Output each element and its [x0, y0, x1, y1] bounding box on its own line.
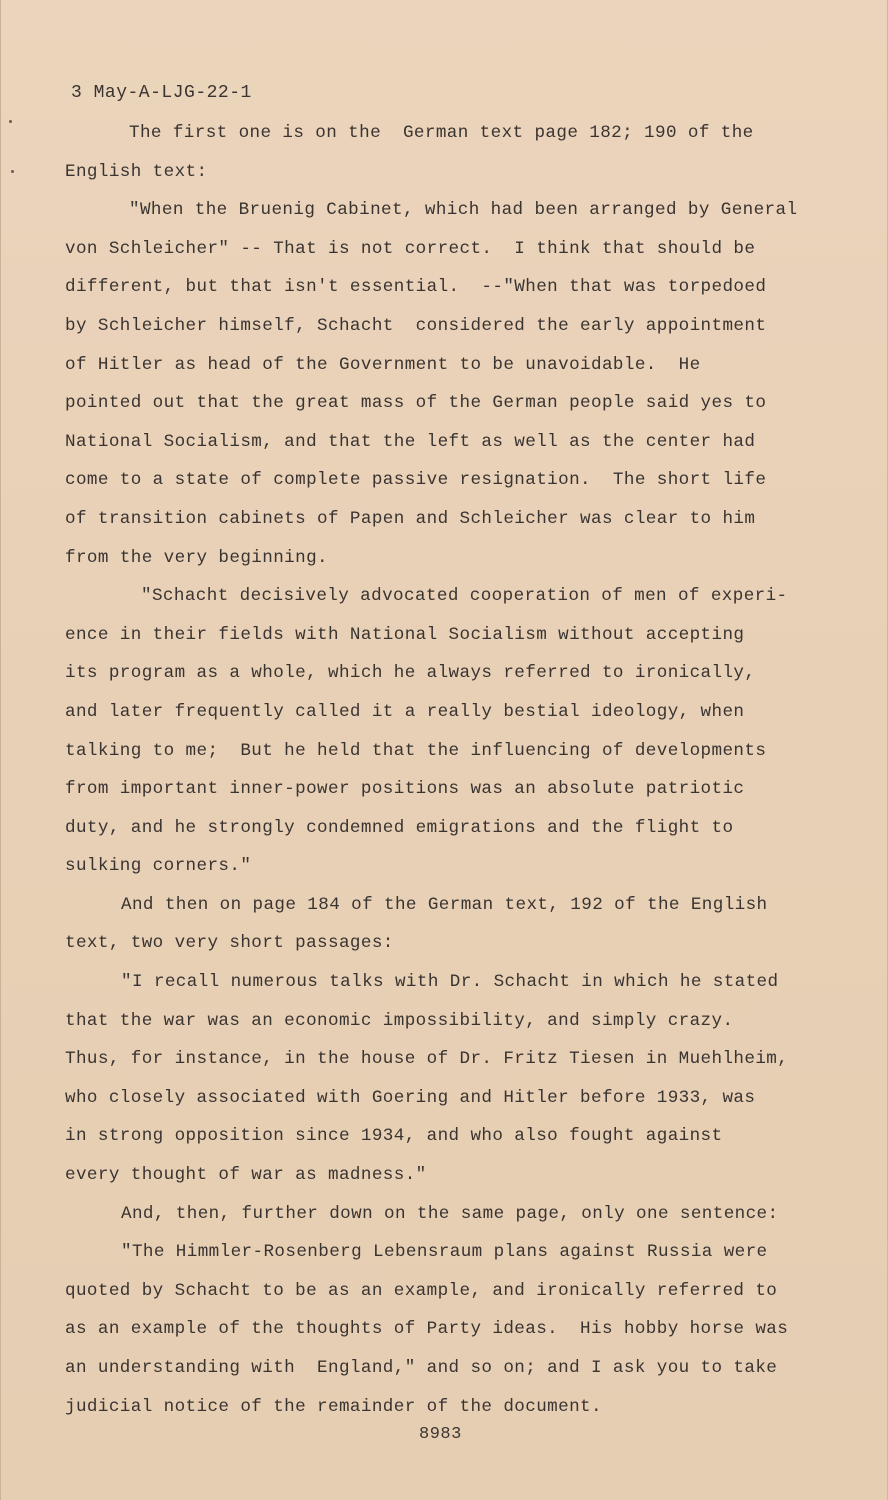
text-line: "The Himmler-Rosenberg Lebensraum plans against Russia were [121, 1242, 768, 1263]
text-line: text, two very short passages: [65, 933, 394, 954]
text-line: duty, and he strongly condemned emigrations and the flight to [65, 817, 734, 838]
text-line: its program as a whole, which he always referred to ironically, [65, 663, 756, 684]
margin-speck [9, 120, 12, 123]
page-number: 8983 [419, 1425, 462, 1444]
text-line: judicial notice of the remainder of the document. [65, 1396, 602, 1417]
text-line: every thought of war as madness." [65, 1165, 427, 1186]
text-line: von Schleicher" -- That is not correct. I think that should be [65, 238, 756, 259]
text-line: The first one is on the German text page 182; 190 of the [129, 123, 754, 143]
text-line: an understanding with England," and so on; and I ask you to take [65, 1358, 778, 1378]
text-line: And, then, further down on the same page, only one sentence: [121, 1203, 779, 1224]
text-line: English text: [65, 161, 208, 182]
text-line: And then on page 184 of the German text, 192 of the English [121, 894, 768, 915]
text-line: "When the Bruenig Cabinet, which had been arranged by General [129, 200, 798, 221]
text-line: quoted by Schacht to be as an example, and ironically referred to [65, 1280, 778, 1301]
text-line: come to a state of complete passive resignation. The short life [65, 470, 767, 491]
text-line: of transition cabinets of Papen and Schleicher was clear to him [65, 508, 756, 529]
text-line: sulking corners." [65, 856, 252, 877]
text-line: from important inner-power positions was an absolute patriotic [65, 779, 745, 800]
document-header: 3 May-A-LJG-22-1 [71, 83, 252, 103]
text-line: National Socialism, and that the left as well as the center had [65, 431, 756, 452]
text-line: "I recall numerous talks with Dr. Schacht in which he stated [121, 972, 779, 993]
text-line: in strong opposition since 1934, and who also fought against [65, 1126, 723, 1147]
text-line: ence in their fields with National Socialism without accepting [65, 624, 745, 645]
text-line: of Hitler as head of the Government to be unavoidable. He [65, 354, 701, 375]
margin-speck [11, 170, 14, 173]
text-line: by Schleicher himself, Schacht considered the early appointment [65, 315, 767, 336]
text-line: talking to me; But he held that the influencing of developments [65, 740, 767, 761]
text-line: different, but that isn't essential. --"When that was torpedoed [65, 277, 767, 298]
text-line: from the very beginning. [65, 547, 328, 568]
text-line: that the war was an economic impossibility, and simply crazy. [65, 1010, 734, 1031]
text-line: and later frequently called it a really bestial ideology, when [65, 701, 745, 722]
text-line: pointed out that the great mass of the German people said yes to [65, 393, 767, 414]
text-line: who closely associated with Goering and Hitler before 1933, was [65, 1087, 756, 1108]
document-body [65, 114, 845, 1426]
text-line: "Schacht decisively advocated cooperation of men of experi- [141, 586, 788, 607]
text-line: as an example of the thoughts of Party ideas. His hobby horse was [65, 1319, 789, 1340]
text-line: Thus, for instance, in the house of Dr. Fritz Tiesen in Muehlheim, [65, 1049, 789, 1070]
